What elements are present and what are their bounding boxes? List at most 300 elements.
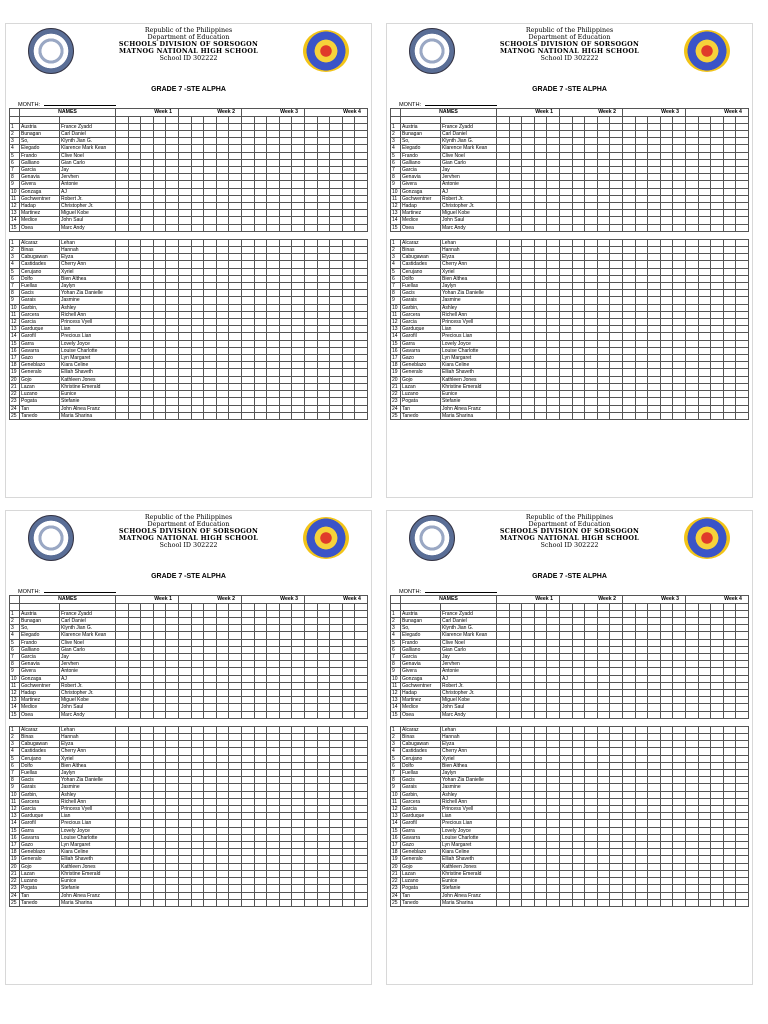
attendance-cell: [711, 362, 724, 369]
attendance-cell: [572, 159, 585, 166]
attendance-cell: [597, 726, 610, 733]
attendance-cell: [179, 690, 192, 697]
attendance-cell: [711, 762, 724, 769]
attendance-cell: [685, 188, 698, 195]
attendance-cell: [497, 319, 510, 326]
attendance-cell: [241, 856, 254, 863]
attendance-cell: [685, 741, 698, 748]
attendance-cell: [522, 283, 535, 290]
attendance-cell: [292, 297, 305, 304]
student-first-name: Maria Sharina: [441, 412, 497, 419]
attendance-cell: [723, 806, 736, 813]
attendance-cell: [153, 617, 166, 624]
empty-cell: [723, 603, 736, 610]
attendance-cell: [547, 741, 560, 748]
attendance-cell: [342, 340, 355, 347]
attendance-cell: [179, 398, 192, 405]
attendance-cell: [179, 820, 192, 827]
attendance-cell: [216, 704, 229, 711]
attendance-cell: [229, 806, 242, 813]
attendance-cell: [509, 675, 522, 682]
attendance-cell: [509, 355, 522, 362]
attendance-cell: [330, 247, 343, 254]
attendance-cell: [673, 247, 686, 254]
student-first-name: Khristine Emerald: [441, 870, 497, 877]
attendance-cell: [572, 892, 585, 899]
attendance-cell: [216, 726, 229, 733]
attendance-cell: [279, 224, 292, 231]
attendance-cell: [254, 369, 267, 376]
attendance-cell: [254, 210, 267, 217]
attendance-cell: [597, 319, 610, 326]
attendance-cell: [304, 145, 317, 152]
attendance-cell: [560, 145, 573, 152]
student-last-name: Gacis: [20, 290, 60, 297]
student-last-name: Gacis: [401, 777, 441, 784]
student-last-name: Geneblazo: [20, 849, 60, 856]
empty-cell: [60, 603, 116, 610]
attendance-cell: [179, 239, 192, 246]
attendance-cell: [622, 899, 635, 906]
empty-cell: [229, 231, 242, 239]
empty-cell: [560, 116, 573, 123]
attendance-cell: [660, 188, 673, 195]
student-number: 14: [391, 333, 401, 340]
student-row: [10, 174, 368, 181]
attendance-cell: [547, 145, 560, 152]
student-number: 2: [10, 734, 20, 741]
attendance-cell: [128, 734, 141, 741]
attendance-cell: [179, 646, 192, 653]
student-last-name: Bunagan: [20, 617, 60, 624]
attendance-cell: [597, 878, 610, 885]
attendance-cell: [355, 311, 368, 318]
attendance-cell: [698, 834, 711, 841]
student-last-name: Garra: [20, 340, 60, 347]
attendance-cell: [342, 892, 355, 899]
attendance-cell: [179, 842, 192, 849]
student-last-name: Austria: [401, 123, 441, 130]
attendance-cell: [698, 181, 711, 188]
attendance-cell: [342, 130, 355, 137]
attendance-cell: [279, 376, 292, 383]
attendance-cell: [330, 827, 343, 834]
attendance-cell: [597, 412, 610, 419]
empty-cell: [330, 603, 343, 610]
attendance-cell: [241, 654, 254, 661]
attendance-cell: [660, 391, 673, 398]
attendance-cell: [685, 639, 698, 646]
empty-cell: [241, 231, 254, 239]
attendance-cell: [497, 741, 510, 748]
attendance-cell: [572, 770, 585, 777]
student-row: [391, 813, 749, 820]
attendance-cell: [267, 690, 280, 697]
attendance-cell: [254, 311, 267, 318]
student-row: [10, 159, 368, 166]
attendance-cell: [128, 333, 141, 340]
attendance-cell: [241, 878, 254, 885]
student-number: 7: [10, 283, 20, 290]
attendance-cell: [522, 145, 535, 152]
header-republic: Republic of the Philippines: [525, 26, 614, 34]
attendance-cell: [522, 261, 535, 268]
header-division: SCHOOLS DIVISION OF SORSOGON: [118, 40, 259, 48]
attendance-cell: [241, 152, 254, 159]
attendance-cell: [635, 741, 648, 748]
student-first-name: Miguel Kobe: [441, 697, 497, 704]
attendance-cell: [673, 383, 686, 390]
attendance-cell: [304, 290, 317, 297]
attendance-cell: [711, 625, 724, 632]
attendance-cell: [736, 369, 749, 376]
attendance-cell: [497, 391, 510, 398]
student-number: 22: [10, 391, 20, 398]
student-first-name: Kathleen Jones: [60, 863, 116, 870]
attendance-cell: [534, 704, 547, 711]
attendance-cell: [572, 152, 585, 159]
attendance-cell: [216, 174, 229, 181]
student-last-name: Martinez: [20, 697, 60, 704]
attendance-cell: [153, 834, 166, 841]
attendance-cell: [191, 842, 204, 849]
attendance-cell: [229, 704, 242, 711]
attendance-cell: [317, 159, 330, 166]
attendance-cell: [330, 661, 343, 668]
attendance-cell: [216, 398, 229, 405]
empty-cell: [698, 603, 711, 610]
attendance-cell: [116, 290, 129, 297]
attendance-cell: [711, 326, 724, 333]
student-number: 23: [391, 885, 401, 892]
attendance-cell: [736, 892, 749, 899]
attendance-cell: [229, 145, 242, 152]
attendance-cell: [317, 625, 330, 632]
attendance-cell: [660, 383, 673, 390]
attendance-cell: [597, 654, 610, 661]
attendance-cell: [660, 181, 673, 188]
attendance-cell: [534, 639, 547, 646]
attendance-cell: [572, 697, 585, 704]
attendance-cell: [241, 849, 254, 856]
attendance-cell: [585, 734, 598, 741]
attendance-cell: [711, 704, 724, 711]
attendance-cell: [509, 820, 522, 827]
student-first-name: John Saul: [441, 704, 497, 711]
attendance-cell: [534, 290, 547, 297]
empty-cell: [711, 718, 724, 726]
attendance-cell: [241, 741, 254, 748]
attendance-cell: [292, 734, 305, 741]
student-first-name: Lyn Margaret: [441, 842, 497, 849]
attendance-cell: [522, 639, 535, 646]
attendance-cell: [141, 174, 154, 181]
student-row: [391, 878, 749, 885]
attendance-cell: [355, 704, 368, 711]
attendance-cell: [279, 247, 292, 254]
attendance-cell: [229, 813, 242, 820]
attendance-cell: [241, 224, 254, 231]
attendance-cell: [585, 362, 598, 369]
attendance-cell: [304, 217, 317, 224]
attendance-cell: [279, 791, 292, 798]
attendance-cell: [723, 784, 736, 791]
attendance-cell: [509, 813, 522, 820]
attendance-cell: [648, 369, 661, 376]
attendance-cell: [229, 682, 242, 689]
attendance-cell: [648, 290, 661, 297]
attendance-cell: [141, 188, 154, 195]
attendance-cell: [279, 863, 292, 870]
attendance-cell: [622, 704, 635, 711]
attendance-cell: [547, 347, 560, 354]
attendance-cell: [711, 203, 724, 210]
student-row: [10, 762, 368, 769]
attendance-cell: [497, 311, 510, 318]
attendance-cell: [292, 138, 305, 145]
attendance-cell: [179, 311, 192, 318]
student-row: [391, 892, 749, 899]
attendance-cell: [572, 632, 585, 639]
student-last-name: Gavarra: [20, 834, 60, 841]
attendance-cell: [153, 791, 166, 798]
attendance-cell: [522, 376, 535, 383]
attendance-cell: [660, 870, 673, 877]
attendance-cell: [279, 268, 292, 275]
attendance-cell: [116, 639, 129, 646]
attendance-cell: [698, 268, 711, 275]
attendance-cell: [267, 217, 280, 224]
attendance-cell: [179, 261, 192, 268]
student-row: [10, 376, 368, 383]
attendance-cell: [317, 791, 330, 798]
attendance-cell: [648, 275, 661, 282]
student-number: 2: [10, 130, 20, 137]
attendance-cell: [304, 668, 317, 675]
attendance-cell: [547, 275, 560, 282]
attendance-cell: [560, 675, 573, 682]
attendance-cell: [648, 383, 661, 390]
attendance-cell: [191, 247, 204, 254]
attendance-cell: [330, 726, 343, 733]
attendance-cell: [698, 195, 711, 202]
student-number: 1: [10, 239, 20, 246]
attendance-cell: [204, 159, 217, 166]
student-row: [10, 892, 368, 899]
attendance-cell: [585, 726, 598, 733]
attendance-cell: [116, 224, 129, 231]
attendance-cell: [560, 770, 573, 777]
attendance-cell: [254, 188, 267, 195]
attendance-cell: [330, 834, 343, 841]
attendance-cell: [191, 326, 204, 333]
attendance-cell: [597, 138, 610, 145]
attendance-cell: [522, 297, 535, 304]
attendance-cell: [660, 195, 673, 202]
attendance-cell: [191, 362, 204, 369]
attendance-cell: [153, 711, 166, 718]
attendance-cell: [330, 355, 343, 362]
attendance-cell: [128, 892, 141, 899]
attendance-cell: [153, 333, 166, 340]
attendance-cell: [355, 376, 368, 383]
attendance-cell: [597, 188, 610, 195]
student-first-name: Jay: [60, 167, 116, 174]
attendance-cell: [179, 878, 192, 885]
attendance-cell: [116, 181, 129, 188]
attendance-cell: [560, 639, 573, 646]
attendance-cell: [610, 770, 623, 777]
attendance-cell: [179, 297, 192, 304]
student-first-name: Princess Vyell: [441, 319, 497, 326]
attendance-cell: [292, 726, 305, 733]
attendance-cell: [560, 885, 573, 892]
header-school: MATNOG NATIONAL HIGH SCHOOL: [499, 534, 640, 542]
student-row: [391, 224, 749, 231]
student-number: 6: [391, 275, 401, 282]
attendance-cell: [522, 333, 535, 340]
attendance-cell: [330, 412, 343, 419]
attendance-cell: [317, 210, 330, 217]
attendance-cell: [673, 326, 686, 333]
student-row: [10, 145, 368, 152]
attendance-cell: [116, 661, 129, 668]
attendance-cell: [216, 748, 229, 755]
empty-cell: [610, 718, 623, 726]
attendance-cell: [572, 654, 585, 661]
attendance-cell: [522, 217, 535, 224]
attendance-cell: [585, 203, 598, 210]
attendance-cell: [673, 355, 686, 362]
attendance-cell: [673, 682, 686, 689]
attendance-cell: [698, 863, 711, 870]
attendance-cell: [648, 268, 661, 275]
attendance-cell: [622, 181, 635, 188]
attendance-cell: [304, 806, 317, 813]
attendance-cell: [191, 726, 204, 733]
student-last-name: Cerujano: [20, 755, 60, 762]
attendance-cell: [597, 159, 610, 166]
attendance-cell: [711, 261, 724, 268]
attendance-cell: [497, 210, 510, 217]
attendance-cell: [153, 340, 166, 347]
attendance-cell: [736, 391, 749, 398]
attendance-cell: [497, 762, 510, 769]
student-first-name: Kiara Celine: [441, 362, 497, 369]
attendance-cell: [522, 247, 535, 254]
attendance-cell: [572, 842, 585, 849]
attendance-cell: [292, 391, 305, 398]
student-first-name: Lovely Joyce: [60, 827, 116, 834]
student-first-name: Maria Sharina: [441, 899, 497, 906]
student-last-name: Garais: [20, 297, 60, 304]
attendance-cell: [711, 210, 724, 217]
attendance-cell: [204, 355, 217, 362]
student-number: 1: [391, 239, 401, 246]
attendance-cell: [342, 210, 355, 217]
student-row: [391, 690, 749, 697]
attendance-cell: [342, 711, 355, 718]
attendance-cell: [648, 726, 661, 733]
attendance-cell: [128, 741, 141, 748]
attendance-cell: [597, 261, 610, 268]
week-header: Week 3: [241, 109, 304, 117]
attendance-cell: [241, 326, 254, 333]
student-number: 3: [10, 625, 20, 632]
attendance-cell: [622, 275, 635, 282]
attendance-cell: [497, 892, 510, 899]
attendance-cell: [342, 254, 355, 261]
attendance-cell: [229, 283, 242, 290]
attendance-cell: [355, 195, 368, 202]
attendance-cell: [698, 283, 711, 290]
attendance-cell: [635, 827, 648, 834]
attendance-cell: [216, 130, 229, 137]
attendance-cell: [585, 369, 598, 376]
attendance-cell: [497, 261, 510, 268]
attendance-cell: [635, 224, 648, 231]
attendance-cell: [673, 762, 686, 769]
attendance-cell: [610, 311, 623, 318]
attendance-cell: [622, 304, 635, 311]
attendance-cell: [736, 159, 749, 166]
student-last-name: Lazan: [401, 383, 441, 390]
attendance-cell: [330, 777, 343, 784]
attendance-cell: [635, 152, 648, 159]
attendance-cell: [635, 123, 648, 130]
attendance-cell: [292, 863, 305, 870]
student-row: [10, 297, 368, 304]
student-last-name: Garbin,: [20, 791, 60, 798]
student-last-name: Generalo: [20, 856, 60, 863]
attendance-cell: [128, 654, 141, 661]
attendance-cell: [597, 625, 610, 632]
attendance-cell: [342, 268, 355, 275]
attendance-cell: [572, 813, 585, 820]
attendance-cell: [204, 383, 217, 390]
empty-cell: [204, 231, 217, 239]
attendance-cell: [597, 405, 610, 412]
student-first-name: Khristine Emerald: [60, 870, 116, 877]
attendance-cell: [179, 697, 192, 704]
student-last-name: Pogata: [20, 398, 60, 405]
attendance-cell: [622, 755, 635, 762]
attendance-cell: [522, 210, 535, 217]
attendance-cell: [673, 217, 686, 224]
attendance-cell: [241, 159, 254, 166]
student-first-name: Richell Ann: [441, 311, 497, 318]
attendance-cell: [292, 610, 305, 617]
attendance-cell: [585, 856, 598, 863]
attendance-cell: [179, 625, 192, 632]
student-last-name: Binas: [20, 734, 60, 741]
attendance-cell: [635, 777, 648, 784]
attendance-cell: [317, 885, 330, 892]
attendance-cell: [317, 239, 330, 246]
student-first-name: Klynth Jian G.: [60, 625, 116, 632]
student-first-name: AJ: [60, 188, 116, 195]
attendance-cell: [660, 333, 673, 340]
attendance-cell: [585, 770, 598, 777]
student-number: 18: [10, 362, 20, 369]
attendance-cell: [534, 625, 547, 632]
group-separator-row: [391, 718, 749, 726]
attendance-cell: [141, 333, 154, 340]
attendance-cell: [572, 726, 585, 733]
student-number: 2: [10, 617, 20, 624]
student-row: [10, 791, 368, 798]
attendance-cell: [534, 195, 547, 202]
